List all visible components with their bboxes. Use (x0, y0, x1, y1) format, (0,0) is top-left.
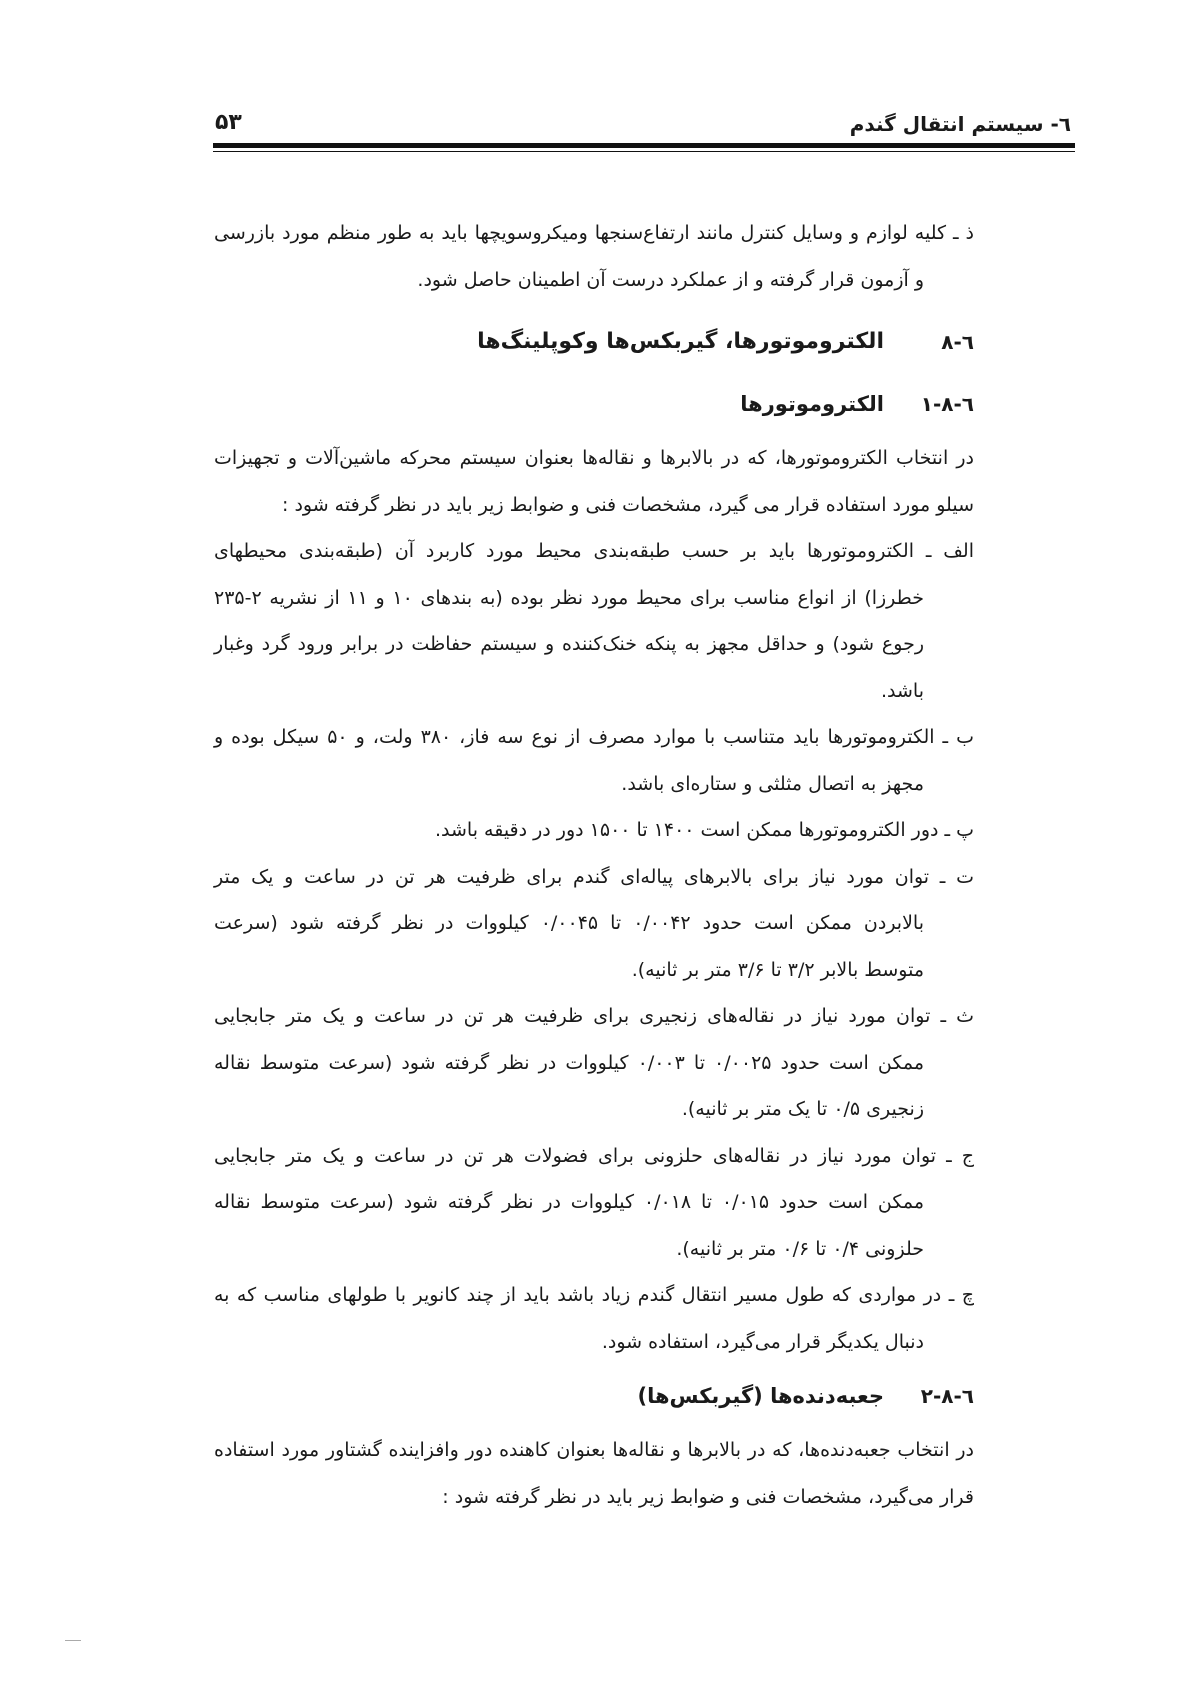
item-line: حلزونی ۰/۴ تا ۰/۶ متر بر ثانیه). (676, 1237, 924, 1260)
item-line: رجوع شود) و حداقل مجهز به پنکه خنک‌کننده و سیستم حفاظت در برابر ورود گرد وغبار (214, 633, 924, 655)
subsection-number: ٦-٨-١ (920, 392, 974, 416)
list-item-pe (214, 807, 974, 854)
section-heading (214, 311, 974, 373)
item-line: باشد. (880, 679, 924, 702)
list-item-jim (214, 1133, 974, 1273)
list-item-che (214, 1272, 974, 1365)
header-rule-thin (213, 151, 1075, 152)
subsection-number: ٦-٨-٢ (920, 1384, 974, 1408)
item-line: ث ـ توان مورد نیاز در نقاله‌های زنجیری برای ظرفیت هر تن در ساعت و یک متر جابجایی (214, 1005, 974, 1027)
list-item-se (214, 993, 974, 1133)
item-line: متوسط بالابر ۳/۲ تا ۳/۶ متر بر ثانیه). (631, 958, 924, 981)
header-rule-thick (213, 143, 1075, 148)
list-item-te (214, 854, 974, 994)
item-line: ممکن است حدود ۰/۰۰۲۵ تا ۰/۰۰۳ کیلووات در نظر گرفته شود (سرعت متوسط نقاله (214, 1051, 924, 1074)
item-line: زنجیری ۰/۵ تا یک متر بر ثانیه). (681, 1098, 924, 1120)
page-body (214, 210, 974, 1520)
intro-paragraph (214, 210, 974, 303)
paragraph-line: قرار می‌گیرد، مشخصات فنی و ضوابط زیر باید در نظر گرفته شود : (442, 1485, 974, 1508)
paragraph-line: سیلو مورد استفاده قرار می گیرد، مشخصات فنی و ضوابط زیر باید در نظر گرفته شود : (282, 493, 974, 516)
subsection-title: الکتروموتورها (740, 392, 884, 416)
item-line: چ ـ در مواردی که طول مسیر انتقال گندم زیاد باشد باید از چند کانویر با طولهای مناسب که به (214, 1284, 974, 1306)
item-line: دنبال یکدیگر قرار می‌گیرد، استفاده شود. (601, 1330, 924, 1353)
item-line: مجهز به اتصال مثلثی و ستاره‌ای باشد. (621, 772, 924, 795)
item-line: بالابردن ممکن است حدود ۰/۰۰۴۲ تا ۰/۰۰۴۵ کیلووات در نظر گرفته شود (سرعت (214, 912, 925, 934)
section-title: الکتروموتورها، گیربکس‌ها وکوپلینگ‌ها (477, 329, 884, 354)
subsection-heading (214, 1365, 974, 1427)
list-item-alef (214, 528, 974, 714)
item-line: ت ـ توان مورد نیاز برای بالابرهای پیاله‌ای گندم برای ظرفیت هر تن در ساعت و یک متر (214, 865, 974, 888)
item-line: ممکن است حدود ۰/۰۱۵ تا ۰/۰۱۸ کیلووات در نظر گرفته شود (سرعت متوسط نقاله (214, 1191, 925, 1213)
subsection-heading (214, 373, 974, 435)
section-number: ٦-٨ (941, 330, 974, 354)
item-line: خطرزا) از انواع مناسب برای محیط مورد نظر بوده (به بندهای ۱۰ و ۱۱ از نشریه ۲-۲۳۵ (214, 586, 924, 609)
paragraph-line: در انتخاب جعبه‌دنده‌ها، که در بالابرها و نقاله‌ها بعنوان کاهنده دور وافزاینده گشتاور مورد استفاده (214, 1439, 974, 1461)
paragraph-line: ذ ـ کلیه لوازم و وسایل کنترل مانند ارتفاع‌سنجها ومیکروسویچها باید به طور منظم مورد بازرسی (214, 222, 974, 244)
paragraph-line: در انتخاب الکتروموتورها، که در بالابرها و نقاله‌ها بعنوان سیستم محرکه ماشین‌آلات و تجهیزات (214, 447, 974, 469)
subsection-intro-paragraph (214, 1427, 974, 1520)
page-number: ۵۳ (215, 110, 242, 135)
item-line: الف ـ الکتروموتورها باید بر حسب طبقه‌بندی محیط مورد کاربرد آن (طبقه‌بندی محیطهای (214, 540, 974, 562)
item-line: پ ـ دور الکتروموتورها ممکن است ۱۴۰۰ تا ۱۵۰۰ دور در دقیقه باشد. (434, 819, 974, 841)
subsection-intro-paragraph (214, 435, 974, 528)
running-header-title: ٦- سیستم انتقال گندم (849, 112, 1071, 136)
list-item-be (214, 714, 974, 807)
paragraph-line: و آزمون قرار گرفته و از عملکرد درست آن اطمینان حاصل شود. (417, 268, 924, 291)
item-line: ب ـ الکتروموتورها باید متناسب با موارد مصرف از نوع سه فاز، ۳۸۰ ولت، و ۵۰ سیکل بوده و (214, 726, 974, 748)
item-line: ج ـ توان مورد نیاز در نقاله‌های حلزونی برای فضولات هر تن در ساعت و یک متر جابجایی (214, 1144, 974, 1167)
scan-mark (65, 1640, 81, 1641)
subsection-title: جعبه‌دنده‌ها (گیربکس‌ها) (637, 1384, 884, 1408)
